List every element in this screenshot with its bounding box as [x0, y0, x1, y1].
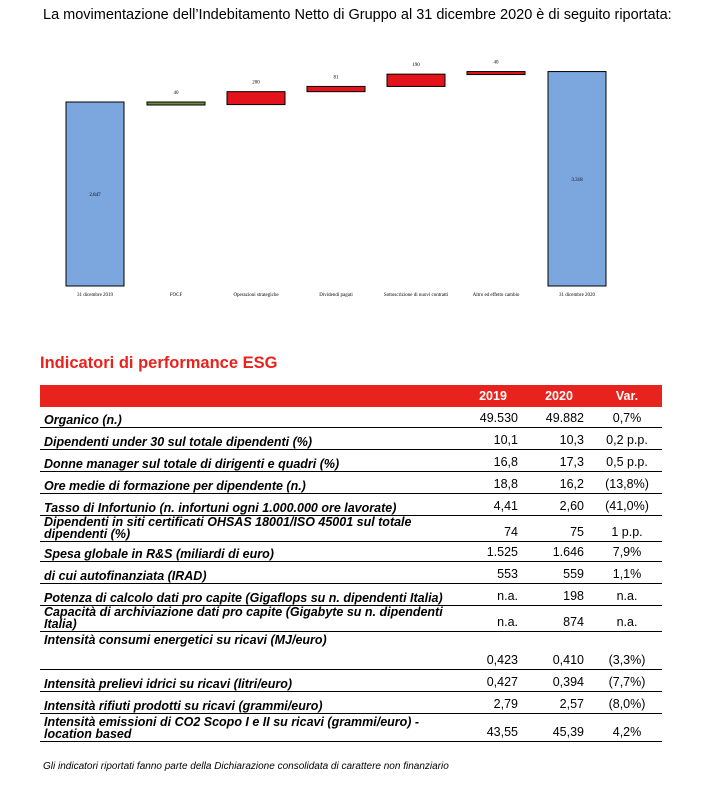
table-row — [40, 449, 662, 471]
cell-2020: 0,394 — [526, 669, 592, 691]
cell-var: (41,0%) — [592, 493, 662, 515]
header-2020: 2020 — [526, 385, 592, 407]
cell-var: 1 p.p. — [592, 515, 662, 541]
table-row — [40, 561, 662, 583]
row-label: Spesa globale in R&S (miliardi di euro) — [40, 541, 460, 561]
table-row — [40, 515, 662, 541]
bar-sottoscrizione-contratti — [387, 74, 445, 86]
cell-var: n.a. — [592, 583, 662, 605]
cell-var: 0,7% — [592, 407, 662, 427]
cell-2020: 559 — [526, 561, 592, 583]
cell-2019: 16,8 — [460, 449, 526, 471]
cell-2019: 74 — [460, 515, 526, 541]
table-row — [40, 583, 662, 605]
cell-2019: 1.525 — [460, 541, 526, 561]
row-label: Intensità rifiuti prodotti su ricavi (grammi/euro) — [40, 691, 460, 713]
row-label: Tasso di Infortunio (n. infortuni ogni 1.000.000 ore lavorate) — [40, 493, 460, 515]
cell-var: (3,3%) — [592, 631, 662, 669]
category-label-start: 31 dicembre 2019 — [76, 293, 114, 298]
category-label-sottoscrizione-contratti: Sottoscrizione di nuovi contratti — [383, 293, 449, 298]
esg-section-title: Indicatori di performance ESG — [40, 354, 278, 372]
cell-2020: 2,57 — [526, 691, 592, 713]
table-row — [40, 691, 662, 713]
table-row — [40, 407, 662, 427]
cell-2019: n.a. — [460, 583, 526, 605]
value-label-operazioni-strategiche: 200 — [252, 80, 260, 86]
category-label-focf: FOCF — [169, 293, 183, 298]
value-label-end: 3.318 — [571, 177, 583, 183]
net-debt-waterfall-chart — [0, 0, 713, 320]
cell-var: (13,8%) — [592, 471, 662, 493]
cell-2020: 1.646 — [526, 541, 592, 561]
value-label-focf: 40 — [173, 91, 179, 96]
row-label: Organico (n.) — [40, 407, 460, 427]
cell-var: (8,0%) — [592, 691, 662, 713]
cell-var: n.a. — [592, 605, 662, 631]
row-label: Potenza di calcolo dati pro capite (Gigaflops su n. dipendenti Italia) — [40, 583, 460, 605]
bar-dividendi-pagati — [307, 86, 365, 91]
table-row — [40, 427, 662, 449]
cell-2019: 4,41 — [460, 493, 526, 515]
intro-text: La movimentazione dell’Indebitamento Netto di Gruppo al 31 dicembre 2020 è di seguito riportata: — [43, 7, 672, 23]
row-label: Capacità di archiviazione dati pro capite (Gigabyte su n. dipendenti Italia) — [40, 605, 460, 631]
cell-2020: 874 — [526, 605, 592, 631]
table-row — [40, 669, 662, 691]
table-row — [40, 471, 662, 493]
cell-2020: 16,2 — [526, 471, 592, 493]
cell-2019: 0,427 — [460, 669, 526, 691]
esg-table-header — [40, 385, 662, 407]
row-label: Intensità consumi energetici su ricavi (MJ/euro) — [40, 631, 460, 669]
table-row — [40, 541, 662, 561]
value-label-altro-effetto-cambio: 40 — [493, 60, 499, 66]
cell-2019: 0,423 — [460, 631, 526, 669]
row-label: Donne manager sul totale di dirigenti e quadri (%) — [40, 449, 460, 471]
cell-2019: 18,8 — [460, 471, 526, 493]
category-label-dividendi-pagati: Dividendi pagati — [319, 293, 353, 298]
header-2019: 2019 — [460, 385, 526, 407]
value-label-dividendi-pagati: 81 — [333, 75, 339, 81]
row-label: di cui autofinanziata (IRAD) — [40, 561, 460, 583]
cell-2020: 49.882 — [526, 407, 592, 427]
table-row — [40, 605, 662, 631]
cell-2019: 43,55 — [460, 713, 526, 741]
cell-2019: 49.530 — [460, 407, 526, 427]
cell-2020: 10,3 — [526, 427, 592, 449]
cell-2019: 10,1 — [460, 427, 526, 449]
cell-2020: 2,60 — [526, 493, 592, 515]
cell-var: 1,1% — [592, 561, 662, 583]
category-label-operazioni-strategiche: Operazioni strategiche — [233, 293, 279, 298]
cell-var: 0,5 p.p. — [592, 449, 662, 471]
cell-2019: 553 — [460, 561, 526, 583]
row-label: Dipendenti in siti certificati OHSAS 18001/ISO 45001 sul totale dipendenti (%) — [40, 515, 460, 541]
cell-2020: 17,3 — [526, 449, 592, 471]
cell-var: 7,9% — [592, 541, 662, 561]
value-label-start: 2.847 — [89, 193, 101, 198]
category-label-altro-effetto-cambio: Altro ed effetto cambio — [472, 293, 520, 298]
row-label: Intensità emissioni di CO2 Scopo I e II su ricavi (grammi/euro) - location based — [40, 713, 460, 741]
value-label-sottoscrizione-contratti: 190 — [412, 63, 420, 69]
cell-var: 4,2% — [592, 713, 662, 741]
esg-indicators-table — [40, 385, 662, 742]
table-row — [40, 493, 662, 515]
cell-2020: 75 — [526, 515, 592, 541]
cell-2020: 45,39 — [526, 713, 592, 741]
row-label: Ore medie di formazione per dipendente (n.) — [40, 471, 460, 493]
cell-2019: n.a. — [460, 605, 526, 631]
header-var: Var. — [592, 385, 662, 407]
table-row — [40, 713, 662, 741]
cell-2020: 0,410 — [526, 631, 592, 669]
bar-operazioni-strategiche — [227, 92, 285, 105]
esg-footnote: Gli indicatori riportati fanno parte della Dichiarazione consolidata di carattere non finanziario — [43, 761, 449, 772]
cell-2019: 2,79 — [460, 691, 526, 713]
category-label-end: 31 dicembre 2020 — [558, 293, 596, 298]
cell-var: 0,2 p.p. — [592, 427, 662, 449]
bar-focf — [147, 102, 205, 105]
table-row — [40, 631, 662, 669]
cell-var: (7,7%) — [592, 669, 662, 691]
row-label: Dipendenti under 30 sul totale dipendenti (%) — [40, 427, 460, 449]
row-label: Intensità prelievi idrici su ricavi (litri/euro) — [40, 669, 460, 691]
cell-2020: 198 — [526, 583, 592, 605]
bar-altro-effetto-cambio — [467, 72, 525, 75]
header-label — [40, 385, 460, 407]
